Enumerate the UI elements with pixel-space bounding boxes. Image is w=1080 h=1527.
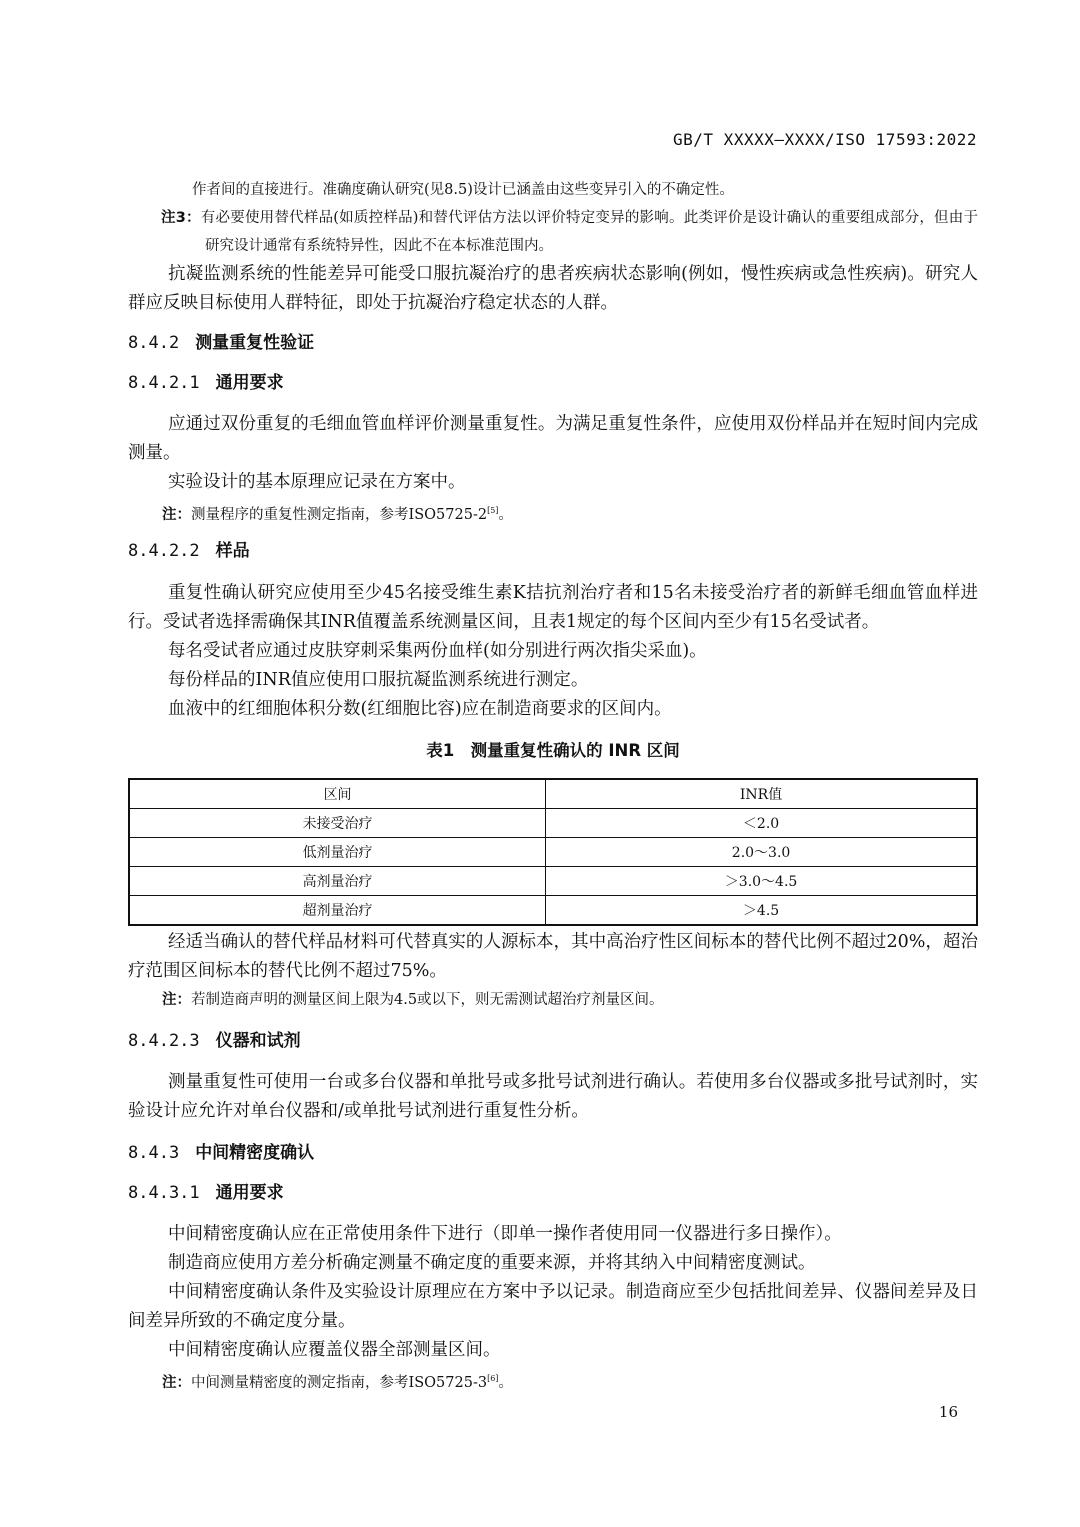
paragraph-design-rationale: 实验设计的基本原理应记录在方案中。 [168,472,466,492]
paragraph-skin-puncture: 每名受试者应通过皮肤穿刺采集两份血样(如分别进行两次指尖采血)。 [168,640,707,661]
table-cell: ＜2.0 [546,808,977,837]
table-cell: 高剂量治疗 [129,866,546,895]
table-row [129,837,977,866]
paragraph-hematocrit: 血液中的红细胞体积分数(红细胞比容)应在制造商要求的区间内。 [168,698,672,719]
table-cell: 超剂量治疗 [129,895,546,925]
note-3 [128,204,978,260]
section-8-4-3-heading: 8.4.3 中间精密度确认 [128,1142,315,1163]
table-cell: 未接受治疗 [129,808,546,837]
page-content [128,176,978,1397]
note-continuation: 作者间的直接进行。准确度确认研究(见8.5)设计已涵盖由这些变异引入的不确定性。 [192,182,734,198]
table-header-cell: 区间 [129,779,546,809]
paragraph-repeatability: 应通过双份重复的毛细血管血样评价测量重复性。为满足重复性条件，应使用双份样品并在短时间内完成测量。 [128,414,978,463]
table-cell: ＞4.5 [546,895,977,925]
section-8-4-3-1-heading: 8.4.3.1 通用要求 [128,1182,284,1203]
note-3-label: 注3： [161,210,201,226]
note-upper-limit: 注：若制造商声明的测量区间上限为4.5或以下，则无需测试超治疗剂量区间。 [162,991,664,1008]
table-cell: 低剂量治疗 [129,837,546,866]
table-1-title: 表1 测量重复性确认的 INR 区间 [426,740,680,760]
paragraph-instruments: 测量重复性可使用一台或多台仪器和单批号或多批号试剂进行确认。若使用多台仪器或多批号试剂时，实验设计应允许对单台仪器和/或单批号试剂进行重复性分析。 [128,1071,978,1121]
table-row [129,866,977,895]
document-code-header: GB/T XXXXX—XXXX/ISO 17593:2022 [673,130,977,149]
table-cell: ＞3.0～4.5 [546,866,977,895]
note-iso5725-2: 注：测量程序的重复性测定指南，参考ISO5725-2[5]。 [162,506,513,523]
section-8-4-2-3-heading: 8.4.2.3 仪器和试剂 [128,1030,301,1051]
table-header-row [129,779,977,809]
note-3-text: 有必要使用替代样品(如质控样品)和替代评估方法以评价特定变异的影响。此类评价是设计确认的重要组成部分，但由于研究设计通常有系统特异性，因此不在本标准范围内。 [200,210,978,254]
table-row [129,895,977,925]
paragraph-coverage: 中间精密度确认应覆盖仪器全部测量区间。 [168,1339,501,1360]
table-row [129,808,977,837]
table-cell: 2.0～3.0 [546,837,977,866]
paragraph-inr-measure: 每份样品的INR值应使用口服抗凝监测系统进行测定。 [168,669,589,690]
paragraph-population: 抗凝监测系统的性能差异可能受口服抗凝治疗的患者疾病状态影响(例如，慢性疾病或急性疾病)。研究人群应反映目标使用人群特征，即处于抗凝治疗稳定状态的人群。 [128,264,978,313]
note-iso5725-3: 注：中间测量精密度的测定指南，参考ISO5725-3[6]。 [162,1373,513,1391]
section-8-4-2-heading: 8.4.2 测量重复性验证 [128,333,315,353]
section-8-4-2-1-heading: 8.4.2.1 通用要求 [128,373,284,393]
paragraph-samples: 重复性确认研究应使用至少45名接受维生素K拮抗剂治疗者和15名未接受治疗者的新鲜毛细血管血样进行。受试者选择需确保其INR值覆盖系统测量区间，且表1规定的每个区间内至少有15名受试者。 [128,582,978,632]
table-header-cell: INR值 [546,779,977,809]
section-8-4-2-2-heading: 8.4.2.2 样品 [128,540,250,561]
paragraph-conditions: 中间精密度确认条件及实验设计原理应在方案中予以记录。制造商应至少包括批间差异、仪器间差异及日间差异所致的不确定度分量。 [128,1281,978,1331]
paragraph-intermediate-precision: 中间精密度确认应在正常使用条件下进行（即单一操作者使用同一仪器进行多日操作）。 [168,1223,842,1244]
page-number: 16 [938,1403,958,1421]
inr-range-table [128,778,978,926]
paragraph-anova: 制造商应使用方差分析确定测量不确定度的重要来源，并将其纳入中间精密度测试。 [168,1252,816,1273]
paragraph-substitute-samples: 经适当确认的替代样品材料可代替真实的人源标本，其中高治疗性区间标本的替代比例不超过20%，超治疗范围区间标本的替代比例不超过75%。 [128,931,978,981]
